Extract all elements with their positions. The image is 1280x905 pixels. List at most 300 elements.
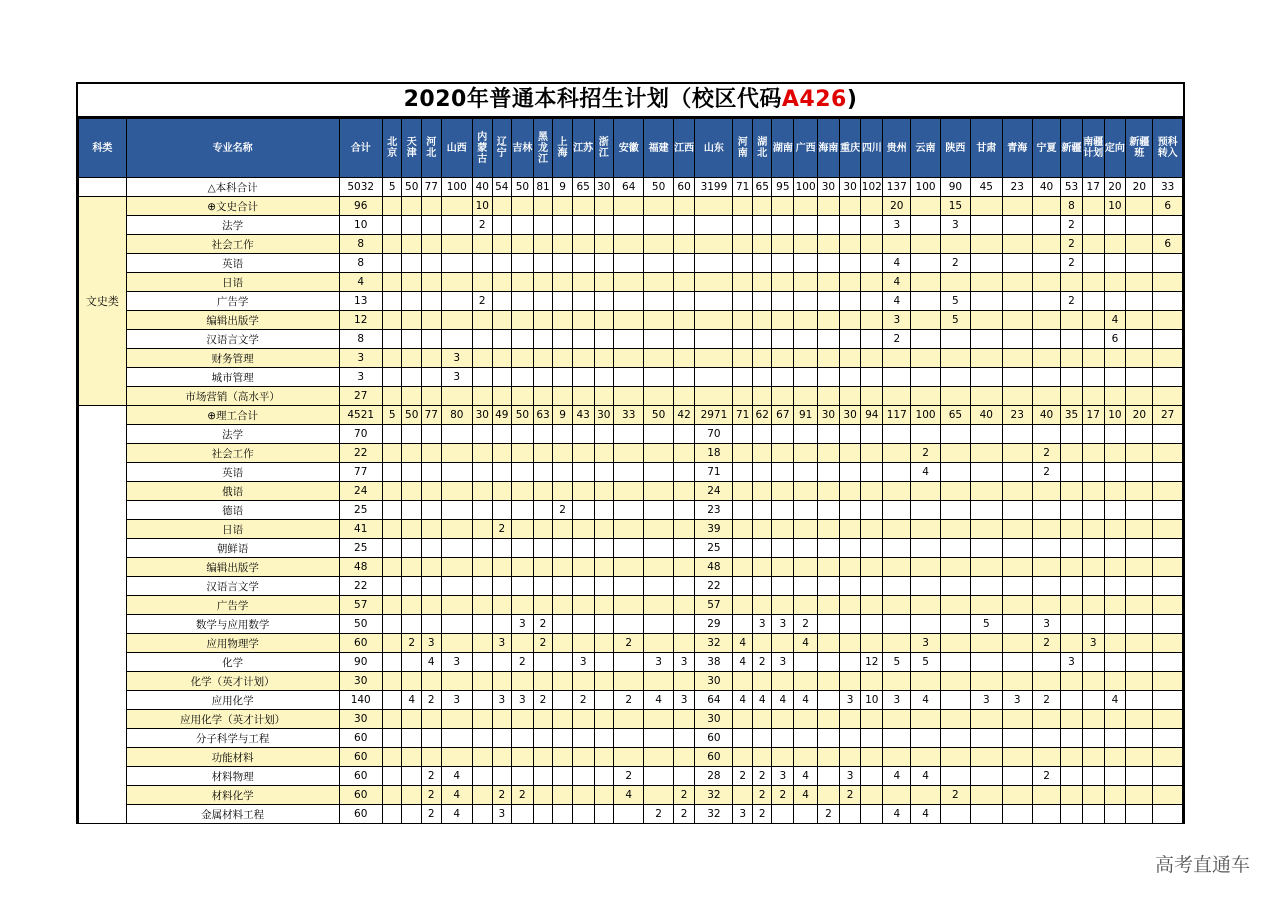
province-quota-cell: 2 bbox=[673, 786, 695, 805]
province-quota-cell bbox=[1061, 577, 1083, 596]
province-quota-cell bbox=[644, 216, 673, 235]
province-quota-cell bbox=[971, 311, 1002, 330]
major-name-cell: 日语 bbox=[126, 273, 339, 292]
province-quota-cell bbox=[594, 729, 614, 748]
province-quota-cell bbox=[421, 501, 441, 520]
province-quota-cell bbox=[1082, 273, 1104, 292]
province-quota-cell bbox=[572, 520, 594, 539]
province-quota-cell bbox=[733, 596, 753, 615]
header-province: 福建 bbox=[644, 119, 673, 178]
province-quota-cell bbox=[1032, 330, 1060, 349]
province-quota-cell bbox=[553, 292, 573, 311]
province-quota-cell bbox=[594, 577, 614, 596]
total-cell: 60 bbox=[339, 805, 382, 824]
province-quota-cell bbox=[512, 729, 534, 748]
major-name-cell: ⊕理工合计 bbox=[126, 406, 339, 425]
province-quota-cell: 71 bbox=[733, 406, 753, 425]
province-quota-cell: 4 bbox=[883, 254, 911, 273]
province-quota-cell bbox=[818, 596, 840, 615]
province-quota-cell bbox=[441, 558, 472, 577]
province-quota-cell bbox=[533, 235, 553, 254]
province-quota-cell bbox=[752, 577, 772, 596]
province-quota-cell bbox=[673, 596, 695, 615]
province-quota-cell bbox=[421, 425, 441, 444]
province-quota-cell bbox=[512, 596, 534, 615]
province-quota-cell bbox=[492, 216, 512, 235]
province-quota-cell bbox=[402, 501, 422, 520]
province-quota-cell bbox=[818, 520, 840, 539]
province-quota-cell bbox=[441, 748, 472, 767]
province-quota-cell bbox=[421, 235, 441, 254]
province-quota-cell: 4 bbox=[441, 786, 472, 805]
province-quota-cell bbox=[673, 235, 695, 254]
province-quota-cell bbox=[1061, 710, 1083, 729]
province-quota-cell: 3 bbox=[971, 691, 1002, 710]
province-quota-cell bbox=[382, 634, 402, 653]
plan-table-sheet bbox=[76, 82, 1185, 824]
province-quota-cell bbox=[472, 672, 492, 691]
province-quota-cell bbox=[472, 349, 492, 368]
province-quota-cell bbox=[533, 216, 553, 235]
province-quota-cell: 63 bbox=[533, 406, 553, 425]
province-quota-cell bbox=[839, 748, 861, 767]
province-quota-cell bbox=[594, 235, 614, 254]
major-name-cell: 化学（英才计划） bbox=[126, 672, 339, 691]
province-quota-cell bbox=[553, 748, 573, 767]
province-quota-cell bbox=[818, 254, 840, 273]
province-quota-cell bbox=[794, 539, 818, 558]
province-quota-cell bbox=[673, 710, 695, 729]
province-quota-cell bbox=[492, 539, 512, 558]
province-quota-cell bbox=[971, 482, 1002, 501]
province-quota-cell bbox=[861, 634, 883, 653]
province-quota-cell bbox=[673, 558, 695, 577]
province-quota-cell bbox=[644, 672, 673, 691]
province-quota-cell bbox=[818, 691, 840, 710]
province-quota-cell bbox=[733, 615, 753, 634]
province-quota-cell bbox=[794, 482, 818, 501]
major-name-cell: 广告学 bbox=[126, 596, 339, 615]
table-row bbox=[79, 311, 1183, 330]
province-quota-cell bbox=[644, 425, 673, 444]
province-quota-cell bbox=[861, 444, 883, 463]
province-quota-cell bbox=[533, 273, 553, 292]
province-quota-cell: 4 bbox=[794, 691, 818, 710]
province-quota-cell bbox=[1032, 216, 1060, 235]
province-quota-cell bbox=[382, 368, 402, 387]
province-quota-cell bbox=[594, 539, 614, 558]
province-quota-cell bbox=[594, 653, 614, 672]
watermark: 高考直通车 bbox=[1154, 854, 1250, 876]
province-quota-cell: 71 bbox=[733, 178, 753, 197]
province-quota-cell bbox=[818, 197, 840, 216]
province-quota-cell bbox=[1153, 311, 1183, 330]
province-quota-cell bbox=[492, 197, 512, 216]
province-quota-cell bbox=[673, 501, 695, 520]
province-quota-cell bbox=[733, 463, 753, 482]
province-quota-cell bbox=[421, 330, 441, 349]
province-quota-cell: 91 bbox=[794, 406, 818, 425]
province-quota-cell bbox=[512, 349, 534, 368]
province-quota-cell bbox=[883, 387, 911, 406]
province-quota-cell bbox=[673, 729, 695, 748]
province-quota-cell bbox=[614, 539, 644, 558]
province-quota-cell bbox=[594, 691, 614, 710]
province-quota-cell bbox=[553, 520, 573, 539]
province-quota-cell bbox=[794, 444, 818, 463]
province-quota-cell bbox=[695, 311, 733, 330]
province-quota-cell bbox=[818, 349, 840, 368]
province-quota-cell: 49 bbox=[492, 406, 512, 425]
province-quota-cell bbox=[733, 539, 753, 558]
province-quota-cell bbox=[533, 596, 553, 615]
province-quota-cell bbox=[512, 425, 534, 444]
province-quota-cell bbox=[594, 482, 614, 501]
province-quota-cell bbox=[572, 311, 594, 330]
province-quota-cell bbox=[752, 387, 772, 406]
province-quota-cell bbox=[911, 235, 940, 254]
province-quota-cell bbox=[402, 805, 422, 824]
province-quota-cell: 3 bbox=[733, 805, 753, 824]
province-quota-cell bbox=[492, 387, 512, 406]
table-row bbox=[79, 425, 1183, 444]
province-quota-cell bbox=[695, 216, 733, 235]
province-quota-cell bbox=[940, 273, 970, 292]
province-quota-cell bbox=[572, 710, 594, 729]
province-quota-cell bbox=[940, 368, 970, 387]
province-quota-cell: 4 bbox=[772, 691, 794, 710]
province-quota-cell bbox=[794, 558, 818, 577]
province-quota-cell bbox=[1126, 691, 1153, 710]
province-quota-cell bbox=[614, 197, 644, 216]
total-cell: 60 bbox=[339, 748, 382, 767]
province-quota-cell bbox=[1126, 235, 1153, 254]
province-quota-cell bbox=[441, 596, 472, 615]
province-quota-cell: 2 bbox=[1061, 216, 1083, 235]
province-quota-cell bbox=[1104, 634, 1126, 653]
total-cell: 25 bbox=[339, 539, 382, 558]
province-quota-cell bbox=[594, 292, 614, 311]
province-quota-cell bbox=[553, 463, 573, 482]
province-quota-cell bbox=[752, 330, 772, 349]
total-cell: 10 bbox=[339, 216, 382, 235]
province-quota-cell bbox=[818, 577, 840, 596]
province-quota-cell: 5 bbox=[940, 311, 970, 330]
province-quota-cell bbox=[553, 653, 573, 672]
province-quota-cell bbox=[940, 425, 970, 444]
province-quota-cell bbox=[971, 444, 1002, 463]
province-quota-cell bbox=[512, 767, 534, 786]
province-quota-cell bbox=[441, 254, 472, 273]
province-quota-cell bbox=[472, 805, 492, 824]
province-quota-cell bbox=[673, 444, 695, 463]
header-province: 黑龙江 bbox=[533, 119, 553, 178]
province-quota-cell bbox=[594, 254, 614, 273]
province-quota-cell bbox=[512, 539, 534, 558]
province-quota-cell: 39 bbox=[695, 520, 733, 539]
province-quota-cell bbox=[1126, 615, 1153, 634]
province-quota-cell bbox=[614, 292, 644, 311]
province-quota-cell: 20 bbox=[1126, 178, 1153, 197]
province-quota-cell bbox=[614, 311, 644, 330]
province-quota-cell bbox=[1082, 444, 1104, 463]
province-quota-cell: 3 bbox=[1032, 615, 1060, 634]
province-quota-cell bbox=[883, 672, 911, 691]
province-quota-cell: 90 bbox=[940, 178, 970, 197]
province-quota-cell bbox=[472, 786, 492, 805]
province-quota-cell bbox=[1002, 311, 1032, 330]
province-quota-cell bbox=[1104, 577, 1126, 596]
province-quota-cell: 53 bbox=[1061, 178, 1083, 197]
province-quota-cell bbox=[533, 311, 553, 330]
province-quota-cell bbox=[794, 577, 818, 596]
province-quota-cell bbox=[1032, 539, 1060, 558]
province-quota-cell bbox=[472, 273, 492, 292]
province-quota-cell bbox=[402, 539, 422, 558]
province-quota-cell bbox=[673, 615, 695, 634]
province-quota-cell bbox=[1126, 330, 1153, 349]
total-cell: 70 bbox=[339, 425, 382, 444]
province-quota-cell bbox=[512, 254, 534, 273]
province-quota-cell bbox=[614, 558, 644, 577]
province-quota-cell bbox=[594, 330, 614, 349]
province-quota-cell bbox=[594, 273, 614, 292]
province-quota-cell bbox=[472, 767, 492, 786]
province-quota-cell bbox=[492, 482, 512, 501]
table-row bbox=[79, 368, 1183, 387]
province-quota-cell bbox=[533, 254, 553, 273]
province-quota-cell bbox=[441, 482, 472, 501]
province-quota-cell bbox=[861, 672, 883, 691]
province-quota-cell bbox=[772, 273, 794, 292]
province-quota-cell bbox=[1104, 786, 1126, 805]
province-quota-cell bbox=[911, 577, 940, 596]
province-quota-cell bbox=[971, 463, 1002, 482]
province-quota-cell bbox=[940, 520, 970, 539]
province-quota-cell bbox=[1126, 786, 1153, 805]
province-quota-cell bbox=[402, 767, 422, 786]
province-quota-cell: 29 bbox=[695, 615, 733, 634]
province-quota-cell bbox=[472, 501, 492, 520]
province-quota-cell: 4 bbox=[911, 767, 940, 786]
province-quota-cell: 2 bbox=[614, 691, 644, 710]
province-quota-cell: 4 bbox=[441, 767, 472, 786]
major-name-cell: 英语 bbox=[126, 463, 339, 482]
province-quota-cell bbox=[1153, 653, 1183, 672]
province-quota-cell: 3 bbox=[883, 691, 911, 710]
province-quota-cell bbox=[1104, 748, 1126, 767]
province-quota-cell bbox=[1002, 330, 1032, 349]
province-quota-cell bbox=[673, 520, 695, 539]
province-quota-cell bbox=[861, 463, 883, 482]
province-quota-cell bbox=[1153, 349, 1183, 368]
table-row bbox=[79, 178, 1183, 197]
province-quota-cell bbox=[1104, 729, 1126, 748]
province-quota-cell bbox=[553, 444, 573, 463]
province-quota-cell bbox=[572, 539, 594, 558]
table-row bbox=[79, 406, 1183, 425]
province-quota-cell bbox=[594, 197, 614, 216]
province-quota-cell bbox=[673, 368, 695, 387]
province-quota-cell bbox=[673, 311, 695, 330]
province-quota-cell bbox=[1082, 330, 1104, 349]
province-quota-cell bbox=[402, 349, 422, 368]
province-quota-cell bbox=[594, 444, 614, 463]
province-quota-cell bbox=[382, 254, 402, 273]
province-quota-cell bbox=[533, 197, 553, 216]
province-quota-cell bbox=[572, 805, 594, 824]
province-quota-cell: 94 bbox=[861, 406, 883, 425]
province-quota-cell bbox=[1002, 596, 1032, 615]
province-quota-cell bbox=[472, 520, 492, 539]
province-quota-cell bbox=[553, 710, 573, 729]
province-quota-cell bbox=[861, 425, 883, 444]
province-quota-cell bbox=[673, 387, 695, 406]
province-quota-cell bbox=[1153, 805, 1183, 824]
province-quota-cell bbox=[733, 501, 753, 520]
province-quota-cell: 4 bbox=[644, 691, 673, 710]
major-name-cell: 法学 bbox=[126, 216, 339, 235]
province-quota-cell bbox=[971, 672, 1002, 691]
province-quota-cell bbox=[818, 539, 840, 558]
province-quota-cell bbox=[818, 311, 840, 330]
province-quota-cell bbox=[772, 387, 794, 406]
province-quota-cell bbox=[1104, 501, 1126, 520]
province-quota-cell bbox=[1082, 691, 1104, 710]
province-quota-cell bbox=[572, 254, 594, 273]
major-name-cell: 编辑出版学 bbox=[126, 311, 339, 330]
province-quota-cell: 2 bbox=[940, 254, 970, 273]
province-quota-cell: 2 bbox=[644, 805, 673, 824]
province-quota-cell: 17 bbox=[1082, 178, 1104, 197]
province-quota-cell bbox=[1002, 672, 1032, 691]
total-cell: 27 bbox=[339, 387, 382, 406]
province-quota-cell bbox=[1061, 539, 1083, 558]
province-quota-cell bbox=[911, 558, 940, 577]
total-cell: 140 bbox=[339, 691, 382, 710]
province-quota-cell bbox=[1104, 710, 1126, 729]
header-province: 天津 bbox=[402, 119, 422, 178]
total-cell: 57 bbox=[339, 596, 382, 615]
province-quota-cell bbox=[1153, 501, 1183, 520]
province-quota-cell bbox=[644, 520, 673, 539]
province-quota-cell bbox=[533, 558, 553, 577]
province-quota-cell bbox=[594, 786, 614, 805]
province-quota-cell bbox=[1082, 672, 1104, 691]
province-quota-cell bbox=[1104, 596, 1126, 615]
header-province: 山东 bbox=[695, 119, 733, 178]
province-quota-cell bbox=[553, 273, 573, 292]
province-quota-cell bbox=[940, 672, 970, 691]
province-quota-cell bbox=[971, 558, 1002, 577]
province-quota-cell bbox=[883, 482, 911, 501]
province-quota-cell bbox=[1002, 615, 1032, 634]
province-quota-cell bbox=[492, 710, 512, 729]
province-quota-cell bbox=[402, 387, 422, 406]
province-quota-cell bbox=[402, 710, 422, 729]
province-quota-cell bbox=[883, 349, 911, 368]
province-quota-cell: 40 bbox=[1032, 406, 1060, 425]
province-quota-cell bbox=[572, 235, 594, 254]
province-quota-cell bbox=[794, 349, 818, 368]
province-quota-cell bbox=[1082, 767, 1104, 786]
header-province: 南疆计划 bbox=[1082, 119, 1104, 178]
province-quota-cell bbox=[382, 463, 402, 482]
province-quota-cell bbox=[695, 197, 733, 216]
major-name-cell: 数学与应用数学 bbox=[126, 615, 339, 634]
province-quota-cell bbox=[861, 235, 883, 254]
province-quota-cell: 10 bbox=[472, 197, 492, 216]
province-quota-cell bbox=[883, 539, 911, 558]
province-quota-cell bbox=[1061, 444, 1083, 463]
header-province: 北京 bbox=[382, 119, 402, 178]
province-quota-cell bbox=[533, 767, 553, 786]
province-quota-cell: 2 bbox=[1032, 691, 1060, 710]
province-quota-cell bbox=[492, 254, 512, 273]
province-quota-cell bbox=[1032, 273, 1060, 292]
province-quota-cell bbox=[733, 387, 753, 406]
province-quota-cell bbox=[911, 786, 940, 805]
province-quota-cell bbox=[472, 558, 492, 577]
province-quota-cell bbox=[441, 197, 472, 216]
total-cell: 22 bbox=[339, 444, 382, 463]
province-quota-cell bbox=[733, 235, 753, 254]
province-quota-cell: 77 bbox=[421, 406, 441, 425]
table-row bbox=[79, 634, 1183, 653]
province-quota-cell: 100 bbox=[911, 406, 940, 425]
province-quota-cell bbox=[533, 292, 553, 311]
province-quota-cell bbox=[818, 710, 840, 729]
header-province: 预科转入 bbox=[1153, 119, 1183, 178]
province-quota-cell bbox=[382, 482, 402, 501]
total-cell: 3 bbox=[339, 349, 382, 368]
province-quota-cell bbox=[794, 463, 818, 482]
province-quota-cell bbox=[1153, 558, 1183, 577]
province-quota-cell bbox=[644, 292, 673, 311]
province-quota-cell bbox=[1082, 539, 1104, 558]
province-quota-cell bbox=[883, 729, 911, 748]
province-quota-cell: 32 bbox=[695, 805, 733, 824]
province-quota-cell: 2 bbox=[752, 786, 772, 805]
province-quota-cell: 5 bbox=[911, 653, 940, 672]
major-name-cell: 市场营销（高水平） bbox=[126, 387, 339, 406]
province-quota-cell: 62 bbox=[752, 406, 772, 425]
province-quota-cell bbox=[1082, 558, 1104, 577]
province-quota-cell bbox=[1002, 387, 1032, 406]
province-quota-cell bbox=[673, 425, 695, 444]
province-quota-cell bbox=[940, 539, 970, 558]
province-quota-cell bbox=[752, 311, 772, 330]
province-quota-cell bbox=[1002, 463, 1032, 482]
province-quota-cell bbox=[1082, 615, 1104, 634]
province-quota-cell: 2 bbox=[614, 767, 644, 786]
major-name-cell: ⊕文史合计 bbox=[126, 197, 339, 216]
total-cell: 8 bbox=[339, 254, 382, 273]
province-quota-cell bbox=[839, 197, 861, 216]
total-cell: 60 bbox=[339, 634, 382, 653]
province-quota-cell: 28 bbox=[695, 767, 733, 786]
major-name-cell: 化学 bbox=[126, 653, 339, 672]
table-row bbox=[79, 539, 1183, 558]
total-cell: 96 bbox=[339, 197, 382, 216]
province-quota-cell bbox=[911, 349, 940, 368]
province-quota-cell: 2 bbox=[421, 767, 441, 786]
major-name-cell: 应用物理学 bbox=[126, 634, 339, 653]
province-quota-cell bbox=[1153, 463, 1183, 482]
province-quota-cell: 2 bbox=[1032, 634, 1060, 653]
province-quota-cell bbox=[1002, 577, 1032, 596]
province-quota-cell bbox=[382, 558, 402, 577]
